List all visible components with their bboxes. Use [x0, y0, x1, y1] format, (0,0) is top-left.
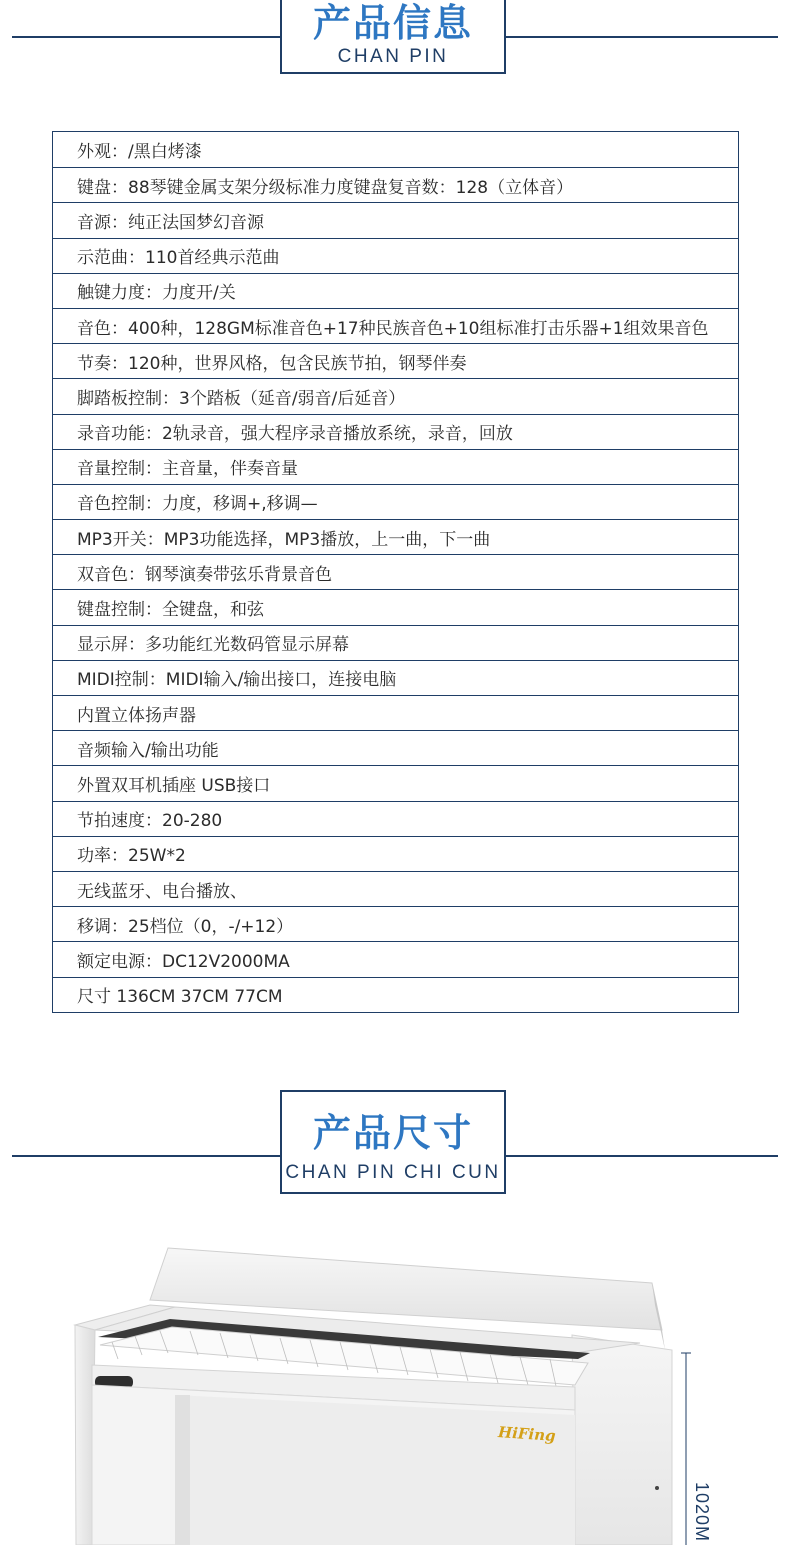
spec-row: 键盘：88琴键金属支架分级标准力度键盘复音数：128（立体音） — [53, 167, 738, 202]
section-header-size — [0, 1090, 790, 1200]
spec-row: 音色：400种，128GM标准音色+17种民族音色+10组标准打击乐器+1组效果音色 — [53, 308, 738, 343]
spec-table — [52, 131, 739, 1013]
spec-row: 功率：25W*2 — [53, 836, 738, 871]
spec-row: 显示屏：多功能红光数码管显示屏幕 — [53, 625, 738, 660]
section-title-en: CHAN PIN — [337, 46, 449, 67]
section-header-info — [0, 0, 790, 80]
spec-row: MIDI控制：MIDI输入/输出接口，连接电脑 — [53, 660, 738, 695]
spec-row: 音量控制：主音量，伴奏音量 — [53, 449, 738, 484]
spec-row: MP3开关：MP3功能选择，MP3播放，上一曲，下一曲 — [53, 519, 738, 554]
spec-row: 脚踏板控制：3个踏板（延音/弱音/后延音） — [53, 378, 738, 413]
spec-row: 录音功能：2轨录音，强大程序录音播放系统，录音，回放 — [53, 414, 738, 449]
spec-row: 尺寸 136CM 37CM 77CM — [53, 977, 738, 1012]
spec-row: 无线蓝牙、电台播放、 — [53, 871, 738, 906]
spec-row: 触键力度：力度开/关 — [53, 273, 738, 308]
height-dimension-label: 1020M — [692, 1482, 712, 1543]
header-box — [280, 1090, 506, 1194]
spec-row: 移调：25档位（0，-/+12） — [53, 906, 738, 941]
spec-row: 音源：纯正法国梦幻音源 — [53, 202, 738, 237]
section-title-cn: 产品尺寸 — [312, 1111, 473, 1155]
brand-logo: HiFing — [497, 1423, 557, 1445]
spec-row: 示范曲：110首经典示范曲 — [53, 238, 738, 273]
spec-row: 音色控制：力度，移调+,移调— — [53, 484, 738, 519]
spec-row: 键盘控制：全键盘，和弦 — [53, 589, 738, 624]
spec-row: 外观：/黑白烤漆 — [77, 142, 202, 163]
section-title-cn: 产品信息 — [312, 1, 473, 45]
header-box — [280, 0, 506, 74]
spec-row: 外置双耳机插座 USB接口 — [53, 765, 738, 800]
spec-row: 节奏：120种，世界风格，包含民族节拍，钢琴伴奏 — [53, 343, 738, 378]
spec-row: 节拍速度：20-280 — [53, 801, 738, 836]
spec-row: 内置立体扬声器 — [53, 695, 738, 730]
spec-row: 双音色：钢琴演奏带弦乐背景音色 — [53, 554, 738, 589]
spec-row: 音频输入/输出功能 — [53, 730, 738, 765]
piano-image — [0, 1235, 790, 1545]
section-title-en: CHAN PIN CHI CUN — [285, 1162, 501, 1183]
spec-row: 额定电源：DC12V2000MA — [53, 941, 738, 976]
